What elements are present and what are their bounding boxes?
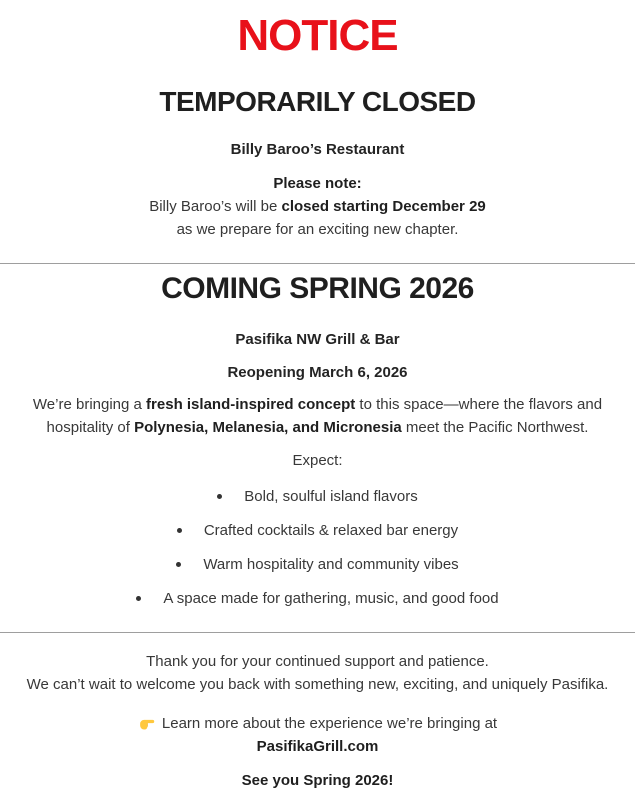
list-item-label: Warm hospitality and community vibes — [203, 556, 459, 573]
list-item-label: Crafted cocktails & relaxed bar energy — [203, 522, 459, 539]
list-item — [12, 587, 623, 610]
new-restaurant-name: Pasifika NW Grill & Bar — [235, 331, 400, 348]
intro-text: We’re bringing a — [32, 396, 147, 413]
notice-title: NOTICE — [237, 11, 398, 60]
intro-text: to this space—where the flavors and hospitality of — [46, 396, 603, 436]
thanks-block — [12, 650, 623, 696]
expect-label: Expect: — [292, 452, 343, 469]
footer-section — [0, 650, 635, 799]
temporarily-closed-heading: TEMPORARILY CLOSED — [159, 86, 476, 117]
list-item-label: Bold, soulful island flavors — [244, 488, 418, 505]
thanks-line: Thank you for your continued support and patience. — [146, 653, 489, 670]
reopening-date: Reopening March 6, 2026 — [227, 364, 408, 381]
expect-list — [12, 485, 623, 610]
welcome-back-line: We can’t wait to welcome you back with something new, exciting, and uniquely Pasifika. — [26, 676, 609, 693]
bullet-dot — [176, 562, 181, 567]
bullet-dot — [217, 494, 222, 499]
closure-note — [12, 172, 623, 241]
closure-followup: as we prepare for an exciting new chapter. — [176, 221, 459, 238]
list-item — [12, 485, 623, 508]
list-item — [12, 553, 623, 576]
section-divider — [0, 632, 635, 633]
learn-more-text: Learn more about the experience we’re bringing at — [161, 715, 498, 732]
website-link[interactable]: PasifikaGrill.com — [256, 738, 379, 755]
closure-date-bold: closed starting December 29 — [281, 198, 486, 215]
intro-regions-bold: Polynesia, Melanesia, and Micronesia — [134, 419, 402, 436]
intro-concept-bold: fresh island-inspired concept — [146, 396, 356, 413]
intro-text: meet the Pacific Northwest. — [401, 419, 589, 436]
see-you-line: See you Spring 2026! — [241, 772, 394, 789]
learn-more-line — [12, 712, 623, 735]
intro-paragraph — [26, 393, 609, 439]
restaurant-name: Billy Baroo’s Restaurant — [230, 141, 405, 158]
bullet-dot — [177, 528, 182, 533]
list-item — [12, 519, 623, 542]
closure-line — [12, 195, 623, 218]
notice-section — [0, 11, 635, 263]
closure-line-text: Billy Baroo’s will be — [149, 198, 282, 215]
coming-spring-heading: COMING SPRING 2026 — [161, 272, 474, 305]
bullet-dot — [136, 596, 141, 601]
pointing-right-icon — [138, 715, 155, 732]
list-item-label: A space made for gathering, music, and good food — [163, 590, 499, 607]
please-note-label: Please note: — [273, 175, 362, 192]
section-divider — [0, 263, 635, 264]
coming-section — [0, 273, 635, 632]
